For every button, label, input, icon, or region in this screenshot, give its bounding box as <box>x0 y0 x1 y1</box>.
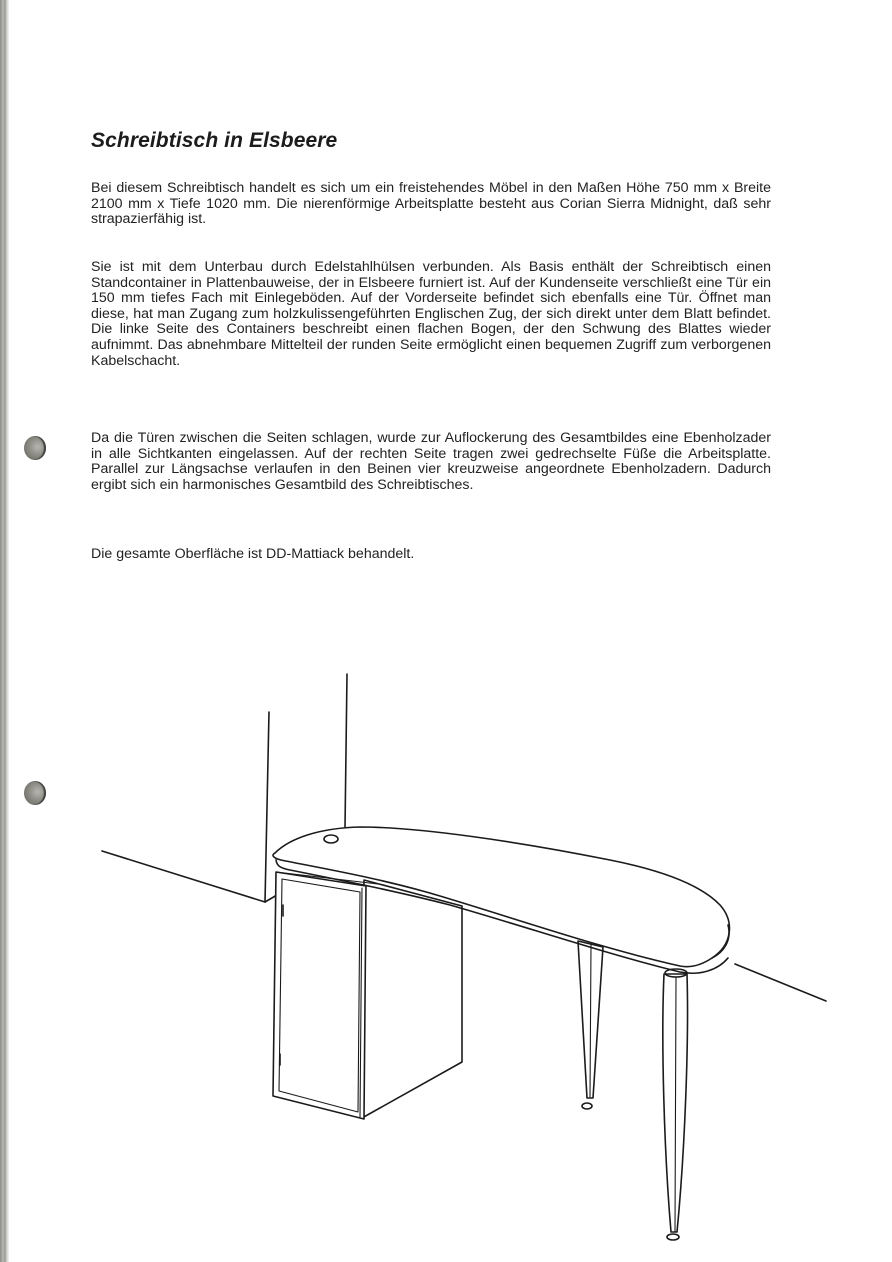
floor-line-right <box>735 964 826 1001</box>
container-door-outer <box>273 872 366 1119</box>
paragraph-construction: Sie ist mit dem Unterbau durch Edelstahlhülsen verbunden. Als Basis enthält der Schreibtisch einen Standcontainer in Plattenbauweise, der in Elsbeere furniert ist. Auf der Kundenseite verschließt eine Tür ein 150 mm tiefes Fach mit Einlegeböden. Auf der Vorderseite befindet sich ebenfalls eine Tür. Öffnet man diese, hat man Zugang zum holzkulissengeführten Englischen Zug, der sich direkt unter dem Blatt befindet. Die linke Seite des Containers beschreibt einen flachen Bogen, der den Schwung des Blattes wieder aufnimmt. Das abnehmbare Mittelteil der runden Seite ermöglicht einen bequemen Zugriff zum verborgenen Kabelschacht. <box>91 259 771 369</box>
container-side-panel <box>362 880 462 1118</box>
page-title: Schreibtisch in Elsbeere <box>91 129 338 152</box>
front-leg-foot <box>667 1234 679 1240</box>
rear-leg-foot <box>582 1103 592 1109</box>
turned-leg-front <box>663 969 688 1240</box>
paragraph-dimensions: Bei diesem Schreibtisch handelt es sich um ein freistehendes Möbel in den Maßen Höhe 750 mm x Breite 2100 mm x Tiefe 1020 mm. Die nierenförmige Arbeitsplatte besteht aus Corian Sierra Midnight, daß sehr strapazierfähig ist. <box>91 180 771 228</box>
floor-line-left <box>102 851 265 902</box>
standing-container <box>273 872 462 1119</box>
turned-leg-rear <box>578 941 603 1109</box>
desk-illustration <box>0 640 892 1262</box>
punch-hole <box>24 436 46 460</box>
wall-edge-left <box>265 712 269 902</box>
paragraph-surface: Die gesamte Oberfläche ist DD-Mattiack behandelt. <box>91 546 415 562</box>
wall-edge-back <box>345 674 347 828</box>
paragraph-details: Da die Türen zwischen die Seiten schlagen, wurde zur Auflockerung des Gesamtbildes eine Ebenholzader in alle Sichtkanten eingelassen. Auf der rechten Seite tragen zwei gedrechselte Füße die Arbeitsplatte. Parallel zur Längsachse verlaufen in den Beinen vier kreuzweise angeordnete Ebenholzadern. Dadurch ergibt sich ein harmonisches Gesamtbild des Schreibtisches. <box>91 430 771 493</box>
